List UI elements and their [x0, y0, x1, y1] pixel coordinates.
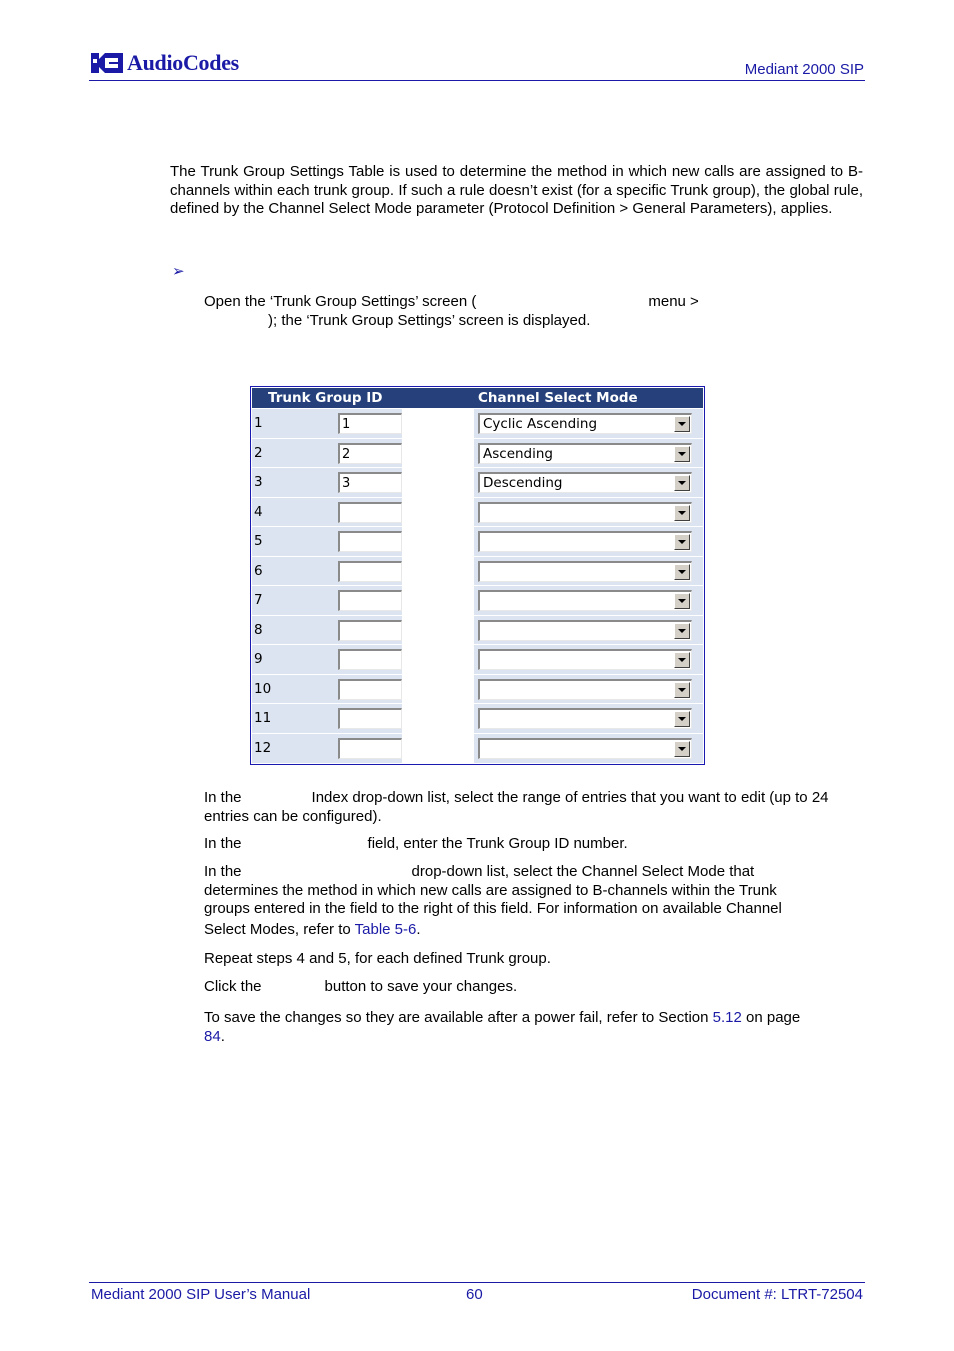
col-channel-select-mode: Channel Select Mode: [478, 390, 638, 406]
chevron-down-icon[interactable]: [674, 416, 690, 432]
trunk-group-id-input[interactable]: [338, 620, 402, 641]
step-text: Open the ‘Trunk Group Settings’ screen (: [204, 293, 477, 310]
row-index: 3: [254, 474, 263, 490]
footer-document-number: Document #: LTRT-72504: [691, 1286, 863, 1303]
step-text: Index drop-down list, select the range of entries that you want to edit (up to 24 entries can be configured).: [204, 789, 829, 825]
step-text: button to save your changes.: [324, 978, 518, 995]
step-select-mode: [204, 863, 864, 939]
table-row: [252, 733, 703, 763]
audiocodes-logo-icon: [89, 49, 125, 77]
col-trunk-group-id: Trunk Group ID: [268, 390, 383, 406]
intro-paragraph: The Trunk Group Settings Table is used to determine the method in which new calls are assigned to B-channels within each trunk group. If such a rule doesn’t exist (for a specific Trunk group), the global rule, defined by the Channel Select Mode parameter (Protocol Definition > General Parameters), applies.: [170, 163, 863, 217]
row-index: 12: [254, 739, 272, 756]
step-text: In the: [204, 863, 242, 880]
chevron-down-icon[interactable]: [674, 564, 690, 580]
channel-select-mode-dropdown[interactable]: [478, 561, 692, 582]
chevron-down-icon[interactable]: [674, 741, 690, 757]
trunk-group-id-input[interactable]: [338, 590, 402, 611]
channel-select-mode-dropdown[interactable]: [478, 413, 692, 434]
step-text: In the: [204, 835, 242, 852]
row-index: 10: [254, 680, 272, 697]
dropdown-value: Cyclic Ascending: [483, 416, 598, 432]
step-select-index: [204, 789, 854, 826]
table-row: [252, 438, 703, 468]
step-text: Click the: [204, 978, 262, 995]
footer-divider: [89, 1282, 865, 1283]
table-header: [252, 388, 703, 408]
row-index: 6: [254, 562, 263, 579]
chevron-down-icon[interactable]: [674, 505, 690, 521]
footer-page-number: 60: [466, 1286, 483, 1303]
step-repeat: Repeat steps 4 and 5, for each defined Trunk group.: [204, 950, 551, 967]
step-text: field, enter the Trunk Group ID number.: [367, 835, 628, 852]
step-text: ); the ‘Trunk Group Settings’ screen is displayed.: [268, 311, 591, 329]
step-save-flash: [204, 1009, 864, 1046]
chevron-down-icon[interactable]: [674, 593, 690, 609]
channel-select-mode-dropdown[interactable]: [478, 708, 692, 729]
channel-select-mode-dropdown[interactable]: [478, 620, 692, 641]
trunk-group-id-input[interactable]: [338, 679, 402, 700]
channel-select-mode-dropdown[interactable]: [478, 679, 692, 700]
channel-select-mode-dropdown[interactable]: [478, 531, 692, 552]
table-row: [252, 674, 703, 704]
row-index: 7: [254, 592, 263, 608]
row-index: 9: [254, 651, 263, 667]
channel-select-mode-dropdown[interactable]: [478, 649, 692, 670]
table-5-6-link[interactable]: Table 5-6: [354, 920, 417, 938]
step-open-screen: [204, 293, 699, 330]
trunk-group-id-input[interactable]: [338, 708, 402, 729]
trunk-group-id-input[interactable]: [338, 649, 402, 670]
chevron-down-icon[interactable]: [674, 475, 690, 491]
table-row: [252, 703, 703, 733]
step-text: In the: [204, 789, 242, 806]
step-text: drop-down list, select the Channel Select Mode that: [411, 863, 755, 880]
table-row: [252, 585, 703, 615]
step-text: .: [416, 920, 421, 938]
channel-select-mode-dropdown[interactable]: [478, 738, 692, 759]
table-row: [252, 467, 703, 497]
trunk-group-id-input[interactable]: 2: [338, 443, 402, 464]
chevron-down-icon[interactable]: [674, 534, 690, 550]
header-divider: [89, 80, 865, 81]
step-text: .: [220, 1027, 225, 1045]
channel-select-mode-dropdown[interactable]: [478, 590, 692, 611]
channel-select-mode-dropdown[interactable]: [478, 472, 692, 493]
dropdown-value: Descending: [483, 475, 563, 491]
trunk-group-id-input[interactable]: 1: [338, 413, 402, 434]
step-enter-id: [204, 835, 628, 854]
step-text: menu >: [648, 293, 699, 310]
row-index: 4: [254, 503, 263, 520]
trunk-group-settings-table: [250, 386, 705, 765]
footer-manual-title: Mediant 2000 SIP User’s Manual: [91, 1286, 311, 1303]
row-index: 8: [254, 621, 263, 638]
step-text: To save the changes so they are available after a power fail, refer to Section: [204, 1009, 709, 1026]
trunk-group-id-input[interactable]: [338, 531, 402, 552]
trunk-group-id-input[interactable]: [338, 561, 402, 582]
step-text: groups entered in the field to the right of this field. For information on available Channel: [204, 900, 782, 917]
step-text: determines the method in which new calls are assigned to B-channels within the Trunk: [204, 881, 777, 899]
table-row: [252, 497, 703, 527]
row-index: 2: [254, 444, 263, 461]
step-click-submit: [204, 978, 517, 997]
chevron-down-icon[interactable]: [674, 682, 690, 698]
page-84-link[interactable]: 84: [204, 1027, 221, 1045]
table-row: [252, 408, 703, 438]
step-text: on page: [746, 1009, 801, 1026]
brand-name: AudioCodes: [127, 50, 239, 75]
chevron-down-icon[interactable]: [674, 623, 690, 639]
table-row: [252, 526, 703, 556]
chevron-down-icon[interactable]: [674, 711, 690, 727]
channel-select-mode-dropdown[interactable]: [478, 443, 692, 464]
trunk-group-id-input[interactable]: [338, 502, 402, 523]
trunk-group-id-input[interactable]: [338, 738, 402, 759]
table-row: [252, 556, 703, 586]
table-row: [252, 644, 703, 674]
chevron-down-icon[interactable]: [674, 652, 690, 668]
step-text: Select Modes, refer to: [204, 920, 351, 938]
dropdown-value: Ascending: [483, 445, 553, 462]
row-index: 11: [254, 710, 272, 726]
chevron-down-icon[interactable]: [674, 446, 690, 462]
channel-select-mode-dropdown[interactable]: [478, 502, 692, 523]
row-index: 5: [254, 533, 263, 549]
section-5-12-link[interactable]: 5.12: [712, 1009, 742, 1026]
row-index: 1: [254, 415, 263, 431]
procedure-arrow-icon: ➢: [172, 263, 185, 280]
table-row: [252, 615, 703, 645]
header-doc-title: Mediant 2000 SIP: [744, 61, 864, 78]
audiocodes-logo: [89, 48, 239, 78]
trunk-group-id-input[interactable]: 3: [338, 472, 402, 493]
